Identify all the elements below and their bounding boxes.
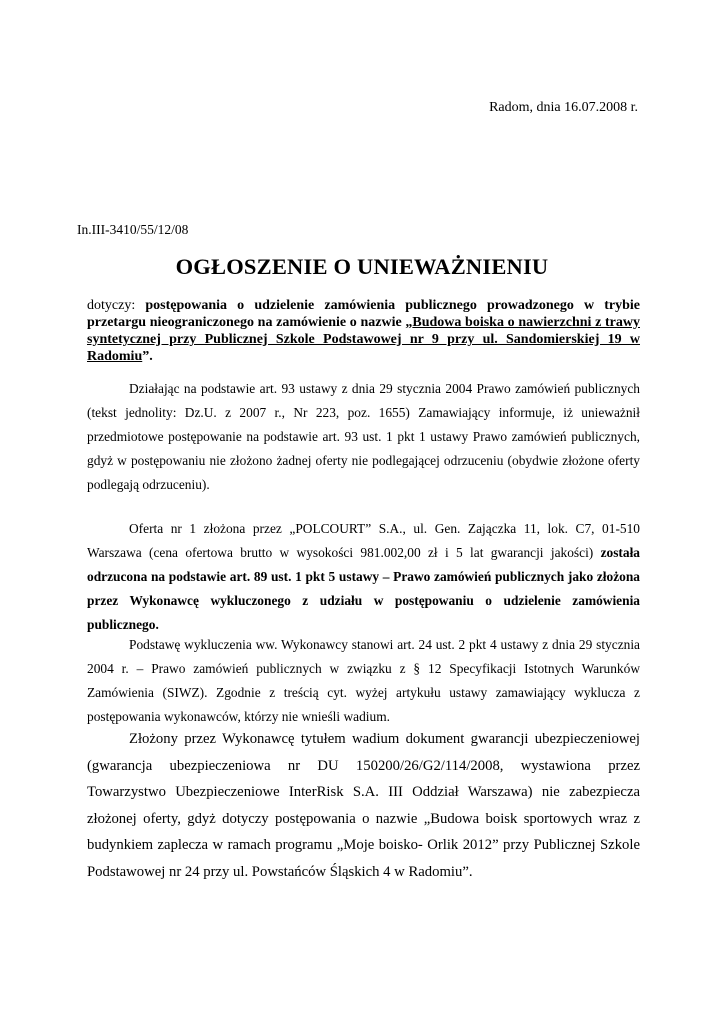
paragraph-annulment-basis: Działając na podstawie art. 93 ustawy z dnia 29 stycznia 2004 Prawo zamówień publicznych (tekst jednolity: Dz.U. z 2007 r., Nr 223, poz. 1655) Zamawiający informuje, iż unieważnił przedmiotowe postępowanie na podstawie art. 93 ust. 1 pkt 1 ustawy Prawo zamówień publicznych, gdyż w postępowaniu nie złożono żadnej oferty nie podlegającej odrzuceniu (obydwie złożone oferty podlegają odrzuceniu).	[87, 381, 640, 492]
paragraph-exclusion-basis: Podstawę wykluczenia ww. Wykonawcy stanowi art. 24 ust. 2 pkt 4 ustawy z dnia 29 stycznia 2004 r. – Prawo zamówień publicznych w związku z § 12 Specyfikacji Istotnych Warunków Zamówienia (SIWZ). Zgodnie z treścią cyt. wyżej artykułu ustawy zamawiający wyklucza z postępowania wykonawców, którzy nie wnieśli wadium.	[87, 637, 640, 724]
subject-tender-name: Budowa boiska o nawierzchni z trawy syntetycznej przy Publicznej Szkole Podstawowej nr 9 przy ul. Sandomierskiej 19 w Radomiu	[87, 315, 640, 364]
paragraph-wadium-guarantee: Złożony przez Wykonawcę tytułem wadium dokument gwarancji ubezpieczeniowej (gwarancja ubezpieczeniowa nr DU 150200/26/G2/114/2008, wystawiona przez Towarzystwo Ubezpieczeniowe InterRisk S.A. III Oddział Warszawa) nie zabezpiecza złożonej oferty, gdyż dotyczy postępowania o nazwie „Budowa boisk sportowych wraz z budynkiem zaplecza w ramach programu „Moje boisko- Orlik 2012” przy Publicznej Szkole Podstawowej nr 24 przy ul. Powstańców Śląskich 4 w Radomiu”.	[87, 731, 640, 880]
subject-suffix: ”.	[142, 349, 153, 364]
subject-bold-text: postępowania o udzielenie zamówienia publicznego prowadzonego w trybie przetargu nieograniczonego na zamówienie o nazwie „	[87, 298, 640, 330]
rejection-statement: została odrzucona na podstawie art. 89 ust. 1 pkt 5 ustawy – Prawo zamówień publicznych jako złożona przez Wykonawcę wykluczonego z udziału w postępowaniu o udzielenie zamówienia publicznego.	[87, 545, 640, 632]
subject-prefix: dotyczy:	[87, 298, 146, 313]
page-title: OGŁOSZENIE O UNIEWAŻNIENIU	[175, 254, 549, 279]
subject-line	[87, 297, 640, 365]
reference-number: In.III-3410/55/12/08	[77, 222, 189, 237]
paragraph-offer-rejection	[87, 517, 640, 637]
document-date: Radom, dnia 16.07.2008 r.	[489, 100, 638, 115]
offer-details: Oferta nr 1 złożona przez „POLCOURT” S.A., ul. Gen. Zajączka 11, lok. C7, 01-510 Warszawa (cena ofertowa brutto w wysokości 981.002,00 zł i 5 lat gwarancji jakości)	[87, 521, 640, 560]
